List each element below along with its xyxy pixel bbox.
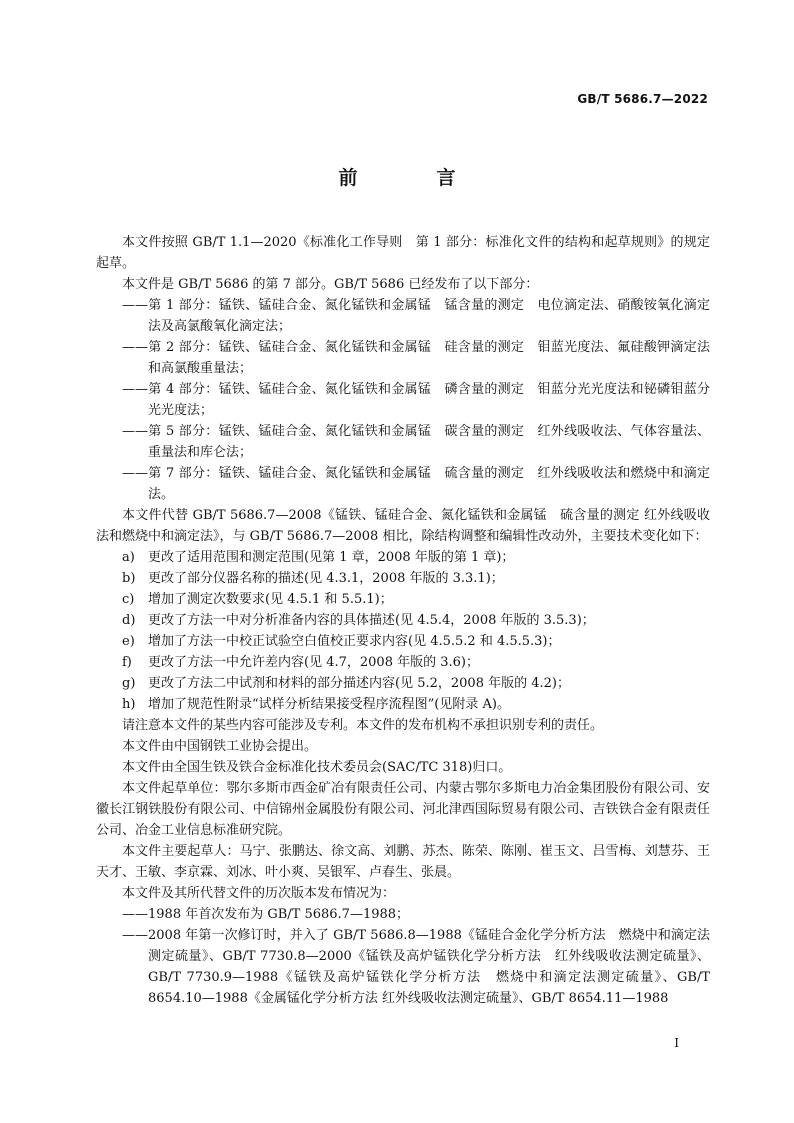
page-number: I — [674, 1036, 679, 1050]
paragraph-series-intro: 本文件是 GB/T 5686 的第 7 部分。GB/T 5686 已经发布了以下部分： — [122, 277, 539, 292]
list-item — [96, 589, 710, 610]
list-item — [96, 631, 710, 652]
list-item-label: h) — [122, 697, 136, 712]
list-item — [96, 547, 710, 568]
dash-marker: —— — [122, 298, 148, 313]
list-item-text: 第 1 部分：锰铁、锰硅合金、氮化锰铁和金属锰 锰含量的测定 电位滴定法、硝酸铵氧化滴定法及高氯酸氧化滴定法； — [148, 298, 710, 334]
standard-number: GB/T 5686.7—2022 — [577, 92, 708, 106]
dash-marker: —— — [122, 340, 148, 355]
list-item — [96, 925, 710, 1009]
list-item-text: 2008 年第一次修订时，并入了 GB/T 5686.8—1988《锰硅合金化学分析方法 燃烧中和滴定法测定硫量》、GB/T 7730.8—2000《锰铁及高炉锰铁化学分析方法 红外线吸收法测定硫量》、GB/T 7730.9—1988《锰铁及高炉锰铁化学分析方法 燃烧中和滴定法测定硫量》、GB/T 8654.10—1988《金属锰化学分析方法 红外线吸收法测定硫量》、GB/T 8654.11—1988 — [148, 928, 710, 1006]
dash-marker: —— — [122, 907, 148, 922]
document-body — [96, 232, 710, 1009]
parts-list — [96, 295, 710, 505]
paragraph-committee: 本文件由全国生铁及铁合金标准化技术委员会(SAC/TC 318)归口。 — [122, 760, 512, 775]
dash-marker: —— — [122, 424, 148, 439]
list-item — [96, 421, 710, 463]
list-item — [96, 904, 710, 925]
list-item — [96, 295, 710, 337]
list-item — [96, 337, 710, 379]
list-item — [96, 694, 710, 715]
paragraph-proposer: 本文件由中国钢铁工业协会提出。 — [122, 739, 318, 754]
list-item-label: a) — [122, 550, 135, 565]
list-item-label: b) — [122, 571, 136, 586]
page-title: 前 言 — [338, 167, 486, 189]
changes-list — [96, 547, 710, 715]
list-item-label: d) — [122, 613, 136, 628]
list-item-text: 第 2 部分：锰铁、锰硅合金、氮化锰铁和金属锰 硅含量的测定 钼蓝光度法、氟硅酸钾滴定法和高氯酸重量法； — [148, 340, 710, 376]
list-item-text: 更改了方法一中对分析准备内容的具体描述(见 4.5.4，2008 年版的 3.5.3)； — [148, 613, 595, 628]
list-item-text: 增加了规范性附录“试样分析结果接受程序流程图”(见附录 A)。 — [148, 697, 510, 712]
paragraph-history-intro: 本文件及其所代替文件的历次版本发布情况为： — [122, 886, 396, 901]
list-item — [96, 463, 710, 505]
dash-marker: —— — [122, 466, 148, 481]
list-item — [96, 379, 710, 421]
list-item — [96, 652, 710, 673]
list-item-text: 更改了部分仪器名称的描述(见 4.3.1，2008 年版的 3.3.1)； — [148, 571, 504, 586]
paragraph-drafters: 本文件主要起草人：马宁、张鹏达、徐文高、刘鹏、苏杰、陈荣、陈刚、崔玉文、吕雪梅、刘慧芬、王天才、王敏、李京霖、刘冰、叶小爽、吴银军、卢春生、张晨。 — [96, 844, 710, 880]
list-item — [96, 568, 710, 589]
history-list — [96, 904, 710, 1009]
list-item-text: 1988 年首次发布为 GB/T 5686.7—1988； — [148, 907, 410, 922]
paragraph-drafting-units: 本文件起草单位：鄂尔多斯市西金矿冶有限责任公司、内蒙古鄂尔多斯电力冶金集团股份有限公司、安徽长江钢铁股份有限公司、中信锦州金属股份有限公司、河北津西国际贸易有限公司、吉铁铁合金有限责任公司、冶金工业信息标准研究院。 — [96, 781, 710, 838]
list-item — [96, 673, 710, 694]
list-item-label: e) — [122, 634, 135, 649]
paragraph-drafting-rule: 本文件按照 GB/T 1.1—2020《标准化工作导则 第 1 部分：标准化文件的结构和起草规则》的规定起草。 — [96, 235, 710, 271]
list-item-label: c) — [122, 592, 135, 607]
dash-marker: —— — [122, 382, 148, 397]
paragraph-replacement: 本文件代替 GB/T 5686.7—2008《锰铁、锰硅合金、氮化锰铁和金属锰 硫含量的测定 红外线吸收法和燃烧中和滴定法》，与 GB/T 5686.7—2008 相比，除结构调整和编辑性改动外，主要技术变化如下： — [96, 508, 710, 544]
list-item — [96, 610, 710, 631]
list-item-text: 增加了测定次数要求(见 4.5.1 和 5.5.1)； — [148, 592, 393, 607]
list-item-text: 第 7 部分：锰铁、锰硅合金、氮化锰铁和金属锰 硫含量的测定 红外线吸收法和燃烧中和滴定法。 — [148, 466, 710, 502]
paragraph-patent-notice: 请注意本文件的某些内容可能涉及专利。本文件的发布机构不承担识别专利的责任。 — [122, 718, 604, 733]
list-item-label: f) — [122, 655, 132, 670]
list-item-text: 更改了方法二中试剂和材料的部分描述内容(见 5.2，2008 年版的 4.2)； — [148, 676, 570, 691]
dash-marker: —— — [122, 928, 148, 943]
list-item-text: 第 5 部分：锰铁、锰硅合金、氮化锰铁和金属锰 碳含量的测定 红外线吸收法、气体容量法、重量法和库仑法； — [148, 424, 710, 460]
list-item-text: 更改了适用范围和测定范围(见第 1 章，2008 年版的第 1 章)； — [148, 550, 515, 565]
list-item-text: 第 4 部分：锰铁、锰硅合金、氮化锰铁和金属锰 磷含量的测定 钼蓝分光光度法和铋磷钼蓝分光光度法； — [148, 382, 710, 418]
list-item-text: 更改了方法一中允许差内容(见 4.7，2008 年版的 3.6)； — [148, 655, 479, 670]
list-item-text: 增加了方法一中校正试验空白值校正要求内容(见 4.5.5.2 和 4.5.5.3)； — [148, 634, 561, 649]
list-item-label: g) — [122, 676, 136, 691]
